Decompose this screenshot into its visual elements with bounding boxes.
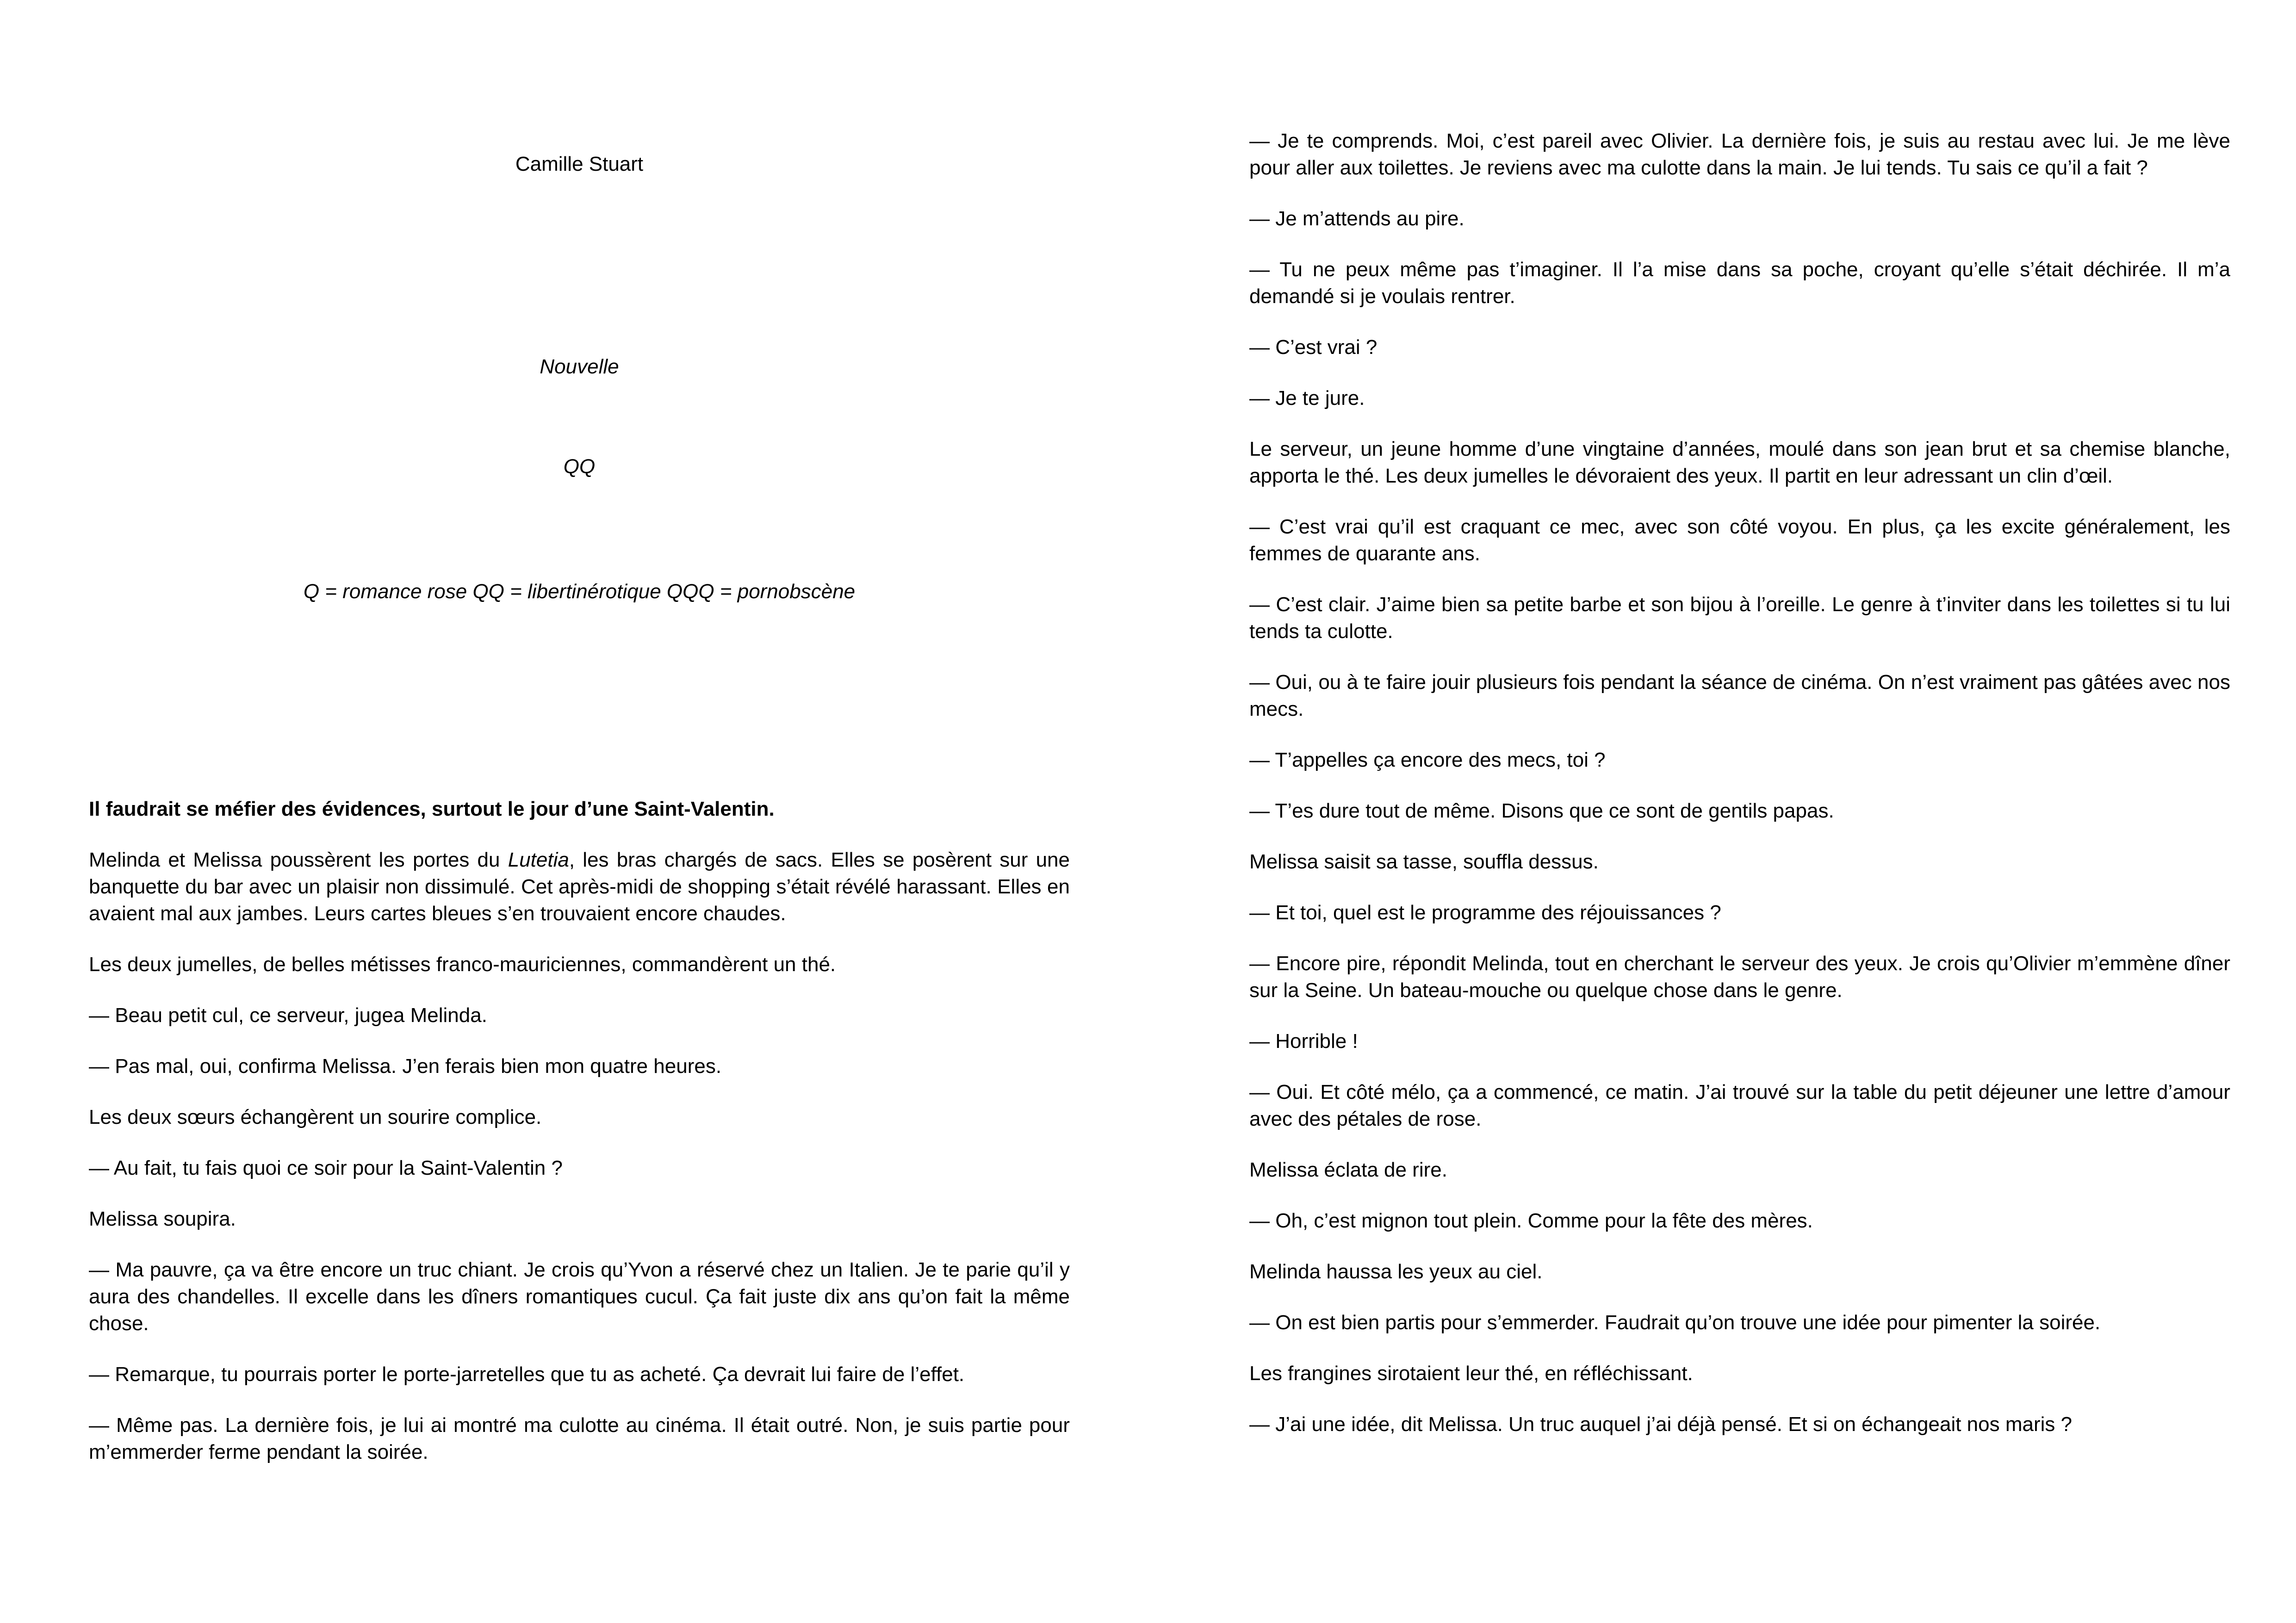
story-right-column: [1249, 128, 2230, 1462]
story-paragraph: — Oh, c’est mignon tout plein. Comme pour la fête des mères.: [1249, 1209, 1813, 1232]
hotel-name: Lutetia: [508, 849, 569, 871]
story-left-column: [89, 796, 1070, 1490]
story-paragraph: — Tu ne peux même pas t’imaginer. Il l’a mise dans sa poche, croyant qu’elle s’était déchirée. Il m’a demandé si je voulais rentrer.: [1249, 258, 2230, 308]
story-paragraph: — Oui. Et côté mélo, ça a commencé, ce matin. J’ai trouvé sur la table du petit déjeuner une lettre d’amour avec des pétales de rose.: [1249, 1081, 2230, 1130]
story-paragraph: Melissa saisit sa tasse, souffla dessus.: [1249, 850, 1599, 873]
story-paragraph: — Pas mal, oui, confirma Melissa. J’en ferais bien mon quatre heures.: [89, 1055, 722, 1078]
story-paragraph: Melissa soupira.: [89, 1208, 236, 1230]
story-paragraph: — Même pas. La dernière fois, je lui ai montré ma culotte au cinéma. Il était outré. Non, je suis partie pour m’emmerder ferme pendant la soirée.: [89, 1414, 1070, 1463]
story-paragraph: — Horrible !: [1249, 1030, 1358, 1053]
story-paragraph: — Je te jure.: [1249, 387, 1365, 409]
rating-legend: Q = romance rose QQ = libertinérotique QQQ = pornobscène: [303, 580, 856, 603]
story-paragraph: — Ma pauvre, ça va être encore un truc chiant. Je crois qu’Yvon a réservé chez un Italien. Je te parie qu’il y aura des chandelles. Il excelle dans les dîners romantiques cucul. Ça fait juste dix ans qu’on fait la même chose.: [89, 1258, 1070, 1335]
story-paragraph: — Je m’attends au pire.: [1249, 207, 1464, 230]
story-paragraph: Les deux jumelles, de belles métisses franco-mauriciennes, commandèrent un thé.: [89, 953, 836, 976]
story-paragraph: [89, 847, 1070, 927]
story-paragraph: — Remarque, tu pourrais porter le porte-jarretelles que tu as acheté. Ça devrait lui faire de l’effet.: [89, 1363, 965, 1386]
story-paragraph: — C’est vrai qu’il est craquant ce mec, avec son côté voyou. En plus, ça les excite généralement, les femmes de quarante ans.: [1249, 515, 2230, 565]
story-tagline: Il faudrait se méfier des évidences, surtout le jour d’une Saint-Valentin.: [89, 798, 775, 820]
story-paragraph: — Et toi, quel est le programme des réjouissances ?: [1249, 901, 1721, 924]
story-paragraph: — T’appelles ça encore des mecs, toi ?: [1249, 749, 1606, 771]
story-paragraph: — Je te comprends. Moi, c’est pareil avec Olivier. La dernière fois, je suis au restau avec lui. Je me lève pour aller aux toilettes. Je reviens avec ma culotte dans la main. Je lui tends. Tu sais ce qu’il a fait ?: [1249, 130, 2230, 179]
left-page: [89, 0, 1070, 1623]
story-paragraph: Le serveur, un jeune homme d’une vingtaine d’années, moulé dans son jean brut et sa chemise blanche, apporta le thé. Les deux jumelles le dévoraient des yeux. Il partit en leur adressant un clin d’œil.: [1249, 438, 2230, 487]
story-paragraph: — J’ai une idée, dit Melissa. Un truc auquel j’ai déjà pensé. Et si on échangeait nos maris ?: [1249, 1413, 2073, 1436]
rating-label: QQ: [563, 455, 596, 478]
story-paragraph: — Beau petit cul, ce serveur, jugea Melinda.: [89, 1004, 487, 1027]
story-paragraph: Melissa éclata de rire.: [1249, 1158, 1447, 1181]
story-paragraph: — Au fait, tu fais quoi ce soir pour la Saint-Valentin ?: [89, 1157, 563, 1179]
story-paragraph: — T’es dure tout de même. Disons que ce sont de gentils papas.: [1249, 799, 1834, 822]
story-paragraph: — Encore pire, répondit Melinda, tout en cherchant le serveur des yeux. Je crois qu’Olivier m’emmène dîner sur la Seine. Un bateau-mouche ou quelque chose dans le genre.: [1249, 952, 2230, 1002]
story-paragraph: — On est bien partis pour s’emmerder. Faudrait qu’on trouve une idée pour pimenter la soirée.: [1249, 1311, 2101, 1334]
author-name: Camille Stuart: [515, 153, 644, 175]
right-page: [1249, 0, 2230, 1623]
paragraph-text: , les bras chargés de sacs. Elles se posèrent sur une banquette du bar avec un plaisir non dissimulé. Cet après-midi de shopping s’était révélé harassant. Elles en avaient mal aux jambes. Leurs cartes bleues s’en trouvaient encore chaudes.: [89, 849, 1070, 925]
paragraph-text: Melinda et Melissa poussèrent les portes du: [89, 849, 508, 871]
story-paragraph: Les deux sœurs échangèrent un sourire complice.: [89, 1106, 542, 1128]
story-paragraph: Les frangines sirotaient leur thé, en réfléchissant.: [1249, 1362, 1693, 1385]
story-paragraph: — C’est clair. J’aime bien sa petite barbe et son bijou à l’oreille. Le genre à t’inviter dans les toilettes si tu lui tends ta culotte.: [1249, 593, 2230, 643]
genre-label: Nouvelle: [540, 355, 619, 378]
story-paragraph: — C’est vrai ?: [1249, 336, 1378, 359]
story-paragraph: — Oui, ou à te faire jouir plusieurs fois pendant la séance de cinéma. On n’est vraiment pas gâtées avec nos mecs.: [1249, 671, 2230, 720]
story-paragraph: Melinda haussa les yeux au ciel.: [1249, 1260, 1543, 1283]
